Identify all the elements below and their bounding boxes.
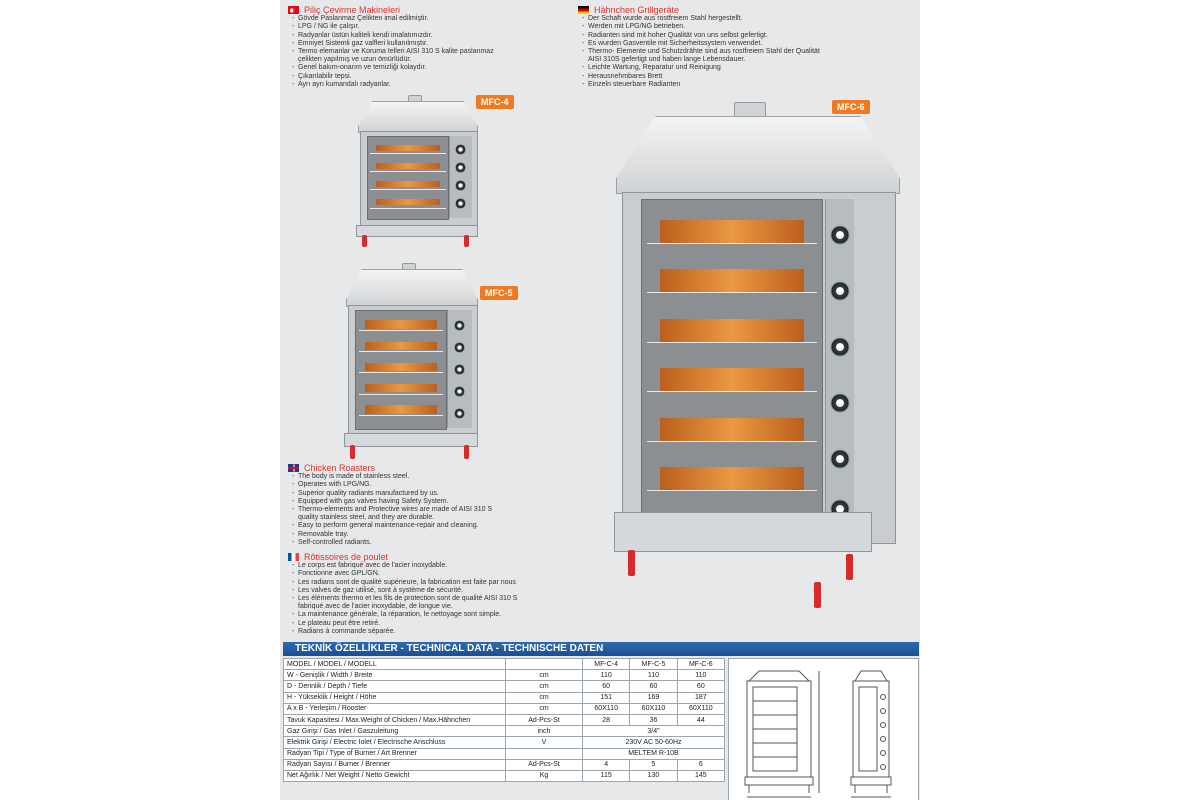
list-item: - Werden mit LPG/NG betrieben. xyxy=(588,23,908,31)
uk-flag-icon xyxy=(288,464,299,472)
table-cell: 44 xyxy=(677,714,724,725)
list-item: - Es wurden Gasventile mit Sicherheitssystem verwendet. xyxy=(588,40,908,48)
knob-icon xyxy=(455,180,466,191)
knob-icon xyxy=(454,364,465,375)
table-row xyxy=(284,770,725,781)
list-item: - Le corps est fabriqué avec de l'acier inoxydable. xyxy=(298,562,608,570)
list-item: - Der Schaft wurde aus rostfreiem Stahl hergestellt. xyxy=(588,15,908,23)
table-cell: MODEL / MODEL / MODELL xyxy=(284,659,506,670)
model-badge-mfc4: MFC-4 xyxy=(476,95,514,109)
table-row xyxy=(284,692,725,703)
german-flag-icon xyxy=(578,6,589,14)
table-cell: 3/4" xyxy=(583,726,725,737)
list-item: - Easy to perform general maintenance-repair and cleaning. xyxy=(298,522,588,530)
wheel-icon xyxy=(846,554,853,580)
list-item: - Emniyet Sistemli gaz valfleri kullanılmıştır. xyxy=(298,40,528,48)
cabinet xyxy=(348,305,478,437)
french-title: Rôtissoires de poulet xyxy=(304,552,389,562)
table-cell: 60 xyxy=(583,681,630,692)
table-cell: W - Genişlik / Width / Breite xyxy=(284,670,506,681)
knob-icon xyxy=(830,393,850,413)
table-row xyxy=(284,737,725,748)
table-cell: 169 xyxy=(630,692,677,703)
catalog-page xyxy=(280,0,920,800)
list-item: - The body is made of stainless steel. xyxy=(298,473,588,481)
list-item: - Thermo- Elemente und Schutzdrähte sind aus rostfreiem Stahl der Qualität AISI 310S gefertigt und haben lange Lebensdauer. xyxy=(588,48,908,64)
list-item: - Thermo-elements and Protective wires are made of AISI 310 S quality stainless steel, and they are durable. xyxy=(298,506,588,522)
french-feature-list xyxy=(288,562,608,636)
table-cell: Gaz Girişi / Gas Inlet / Gaszuleitung xyxy=(284,726,506,737)
table-cell: Radyan Tipi / Type of Burner / Art Brenner xyxy=(284,748,506,759)
knob-icon xyxy=(454,320,465,331)
list-item: - Herausnehmbares Brett xyxy=(588,73,908,81)
list-item: - Le plateau peut être retiré. xyxy=(298,620,608,628)
list-item: - Gövde Paslanmaz Çelikten imal edilmiştir. xyxy=(298,15,528,23)
drip-tray xyxy=(344,433,478,447)
table-cell: 60 xyxy=(677,681,724,692)
list-item: - Leichte Wartung, Reparatur und Reinigung xyxy=(588,64,908,72)
drip-tray xyxy=(356,225,478,237)
german-spec-block xyxy=(578,6,908,89)
knob-icon xyxy=(454,386,465,397)
wheel-icon xyxy=(464,235,469,247)
table-cell: Radyan Sayısı / Burner / Brenner xyxy=(284,759,506,770)
table-cell: 110 xyxy=(583,670,630,681)
list-item: - Fonctionne avec GPL/GN. xyxy=(298,570,608,578)
german-feature-list xyxy=(578,15,908,89)
table-cell: 187 xyxy=(677,692,724,703)
cabinet xyxy=(622,192,896,544)
wheel-icon xyxy=(464,445,469,459)
knob-icon xyxy=(830,281,850,301)
table-row xyxy=(284,748,725,759)
table-row xyxy=(284,670,725,681)
hood xyxy=(358,101,478,133)
knob-icon xyxy=(455,144,466,155)
table-cell: 6 xyxy=(677,759,724,770)
knob-icon xyxy=(830,449,850,469)
control-panel xyxy=(825,199,854,529)
french-spec-block xyxy=(288,553,608,636)
list-item: - Superior quality radiants manufactured by us. xyxy=(298,490,588,498)
machine-image-mfc6 xyxy=(614,102,904,612)
control-panel xyxy=(447,310,472,428)
glass-door xyxy=(367,136,449,220)
list-item: - Einzeln steuerbare Radianten xyxy=(588,81,908,89)
wheel-icon xyxy=(362,235,367,247)
table-cell: 60 xyxy=(630,681,677,692)
turkish-title: Piliç Çevirme Makineleri xyxy=(304,5,401,15)
table-cell: Ad-Pcs-St xyxy=(506,714,583,725)
turkish-feature-list xyxy=(288,15,528,89)
table-cell: cm xyxy=(506,703,583,714)
table-cell: 28 xyxy=(583,714,630,725)
table-cell: Tavuk Kapasitesi / Max.Weight of Chicken / Max.Hähnchen xyxy=(284,714,506,725)
list-item: - Self-controlled radiants. xyxy=(298,539,588,547)
table-cell: Elektrik Girişi / Electric Iolet / Electrische Anschluss xyxy=(284,737,506,748)
table-cell: 4 xyxy=(583,759,630,770)
chimney xyxy=(734,102,766,118)
wheel-icon xyxy=(628,550,635,576)
table-cell: H - Yükseklik / Height / Höhe xyxy=(284,692,506,703)
table-cell: 145 xyxy=(677,770,724,781)
table-row xyxy=(284,681,725,692)
table-cell: 130 xyxy=(630,770,677,781)
table-cell: Net Ağırlık / Net Weight / Netto Gewicht xyxy=(284,770,506,781)
list-item: - Les radians sont de qualité supérieure, la fabrication est faite par nous xyxy=(298,579,608,587)
table-cell: MELTEM R-10B xyxy=(583,748,725,759)
table-cell: V xyxy=(506,737,583,748)
table-cell: cm xyxy=(506,670,583,681)
knob-icon xyxy=(455,198,466,209)
knob-icon xyxy=(454,342,465,353)
table-row xyxy=(284,759,725,770)
list-item: - Equipped with gas valves having Safety System. xyxy=(298,498,588,506)
machine-image-mfc4 xyxy=(356,95,480,255)
technical-data-table xyxy=(283,658,725,782)
cabinet xyxy=(360,131,478,229)
table-cell: A x B - Yerleşim / Rooster xyxy=(284,703,506,714)
table-cell: Ad-Pcs-St xyxy=(506,759,583,770)
english-title: Chicken Roasters xyxy=(304,463,376,473)
french-flag-icon xyxy=(288,553,299,561)
german-title: Hähnchen Grillgeräte xyxy=(594,5,680,15)
list-item: - LPG / NG ile çalışır. xyxy=(298,23,528,31)
table-cell: Kg xyxy=(506,770,583,781)
list-item: - Les éléments thermo et les fils de protection sont de qualité AISI 310 S fabriqué avec de l'acier inoxydable, de longue vie. xyxy=(298,595,608,611)
table-cell: MF-C-6 xyxy=(677,659,724,670)
table-cell: MF-C-4 xyxy=(583,659,630,670)
list-item: - Operates with LPG/NG. xyxy=(298,481,588,489)
english-spec-block xyxy=(288,464,588,547)
wheel-icon xyxy=(350,445,355,459)
drip-tray xyxy=(614,512,872,552)
table-cell: 36 xyxy=(630,714,677,725)
knob-icon xyxy=(454,408,465,419)
hood xyxy=(616,116,900,194)
table-cell: 115 xyxy=(583,770,630,781)
table-cell: 60X110 xyxy=(583,703,630,714)
table-cell: 5 xyxy=(630,759,677,770)
table-cell: 60X110 xyxy=(677,703,724,714)
list-item: - Radians à commande séparée. xyxy=(298,628,608,636)
table-cell: cm xyxy=(506,681,583,692)
list-item: - Les valves de gaz utilisé, sont à système de sécurité. xyxy=(298,587,608,595)
knob-icon xyxy=(455,162,466,173)
technical-data-section xyxy=(280,640,920,800)
glass-door xyxy=(641,199,823,531)
wheel-icon xyxy=(814,582,821,608)
english-feature-list xyxy=(288,473,588,547)
table-header-row xyxy=(284,659,725,670)
knob-icon xyxy=(830,225,850,245)
list-item: - Radianten sind mit hoher Qualität von uns selbst gefertigt. xyxy=(588,32,908,40)
table-cell xyxy=(506,748,583,759)
model-badge-mfc6: MFC-6 xyxy=(832,100,870,114)
list-item: - La maintenance générale, la réparation, le nettoyage sont simple. xyxy=(298,611,608,619)
turkish-spec-block xyxy=(288,6,528,89)
machine-image-mfc5 xyxy=(344,263,480,473)
list-item: - Removable tray. xyxy=(298,531,588,539)
list-item: - Ayrı ayrı kumandalı radyanlar. xyxy=(298,81,528,89)
list-item: - Çıkarılabilir tepsi. xyxy=(298,73,528,81)
table-row xyxy=(284,703,725,714)
dimension-drawing-icon xyxy=(729,659,918,800)
table-cell: 60X110 xyxy=(630,703,677,714)
table-cell xyxy=(506,659,583,670)
model-badge-mfc5: MFC-5 xyxy=(480,286,518,300)
glass-door xyxy=(355,310,447,430)
technical-drawing xyxy=(728,658,919,800)
table-cell: 151 xyxy=(583,692,630,703)
list-item: - Termo elemanlar ve Koruma telleri AISI 310 S kalite paslanmaz çelikten yapılmış ve uzun ömürlüdür. xyxy=(298,48,528,64)
table-cell: cm xyxy=(506,692,583,703)
table-row xyxy=(284,714,725,725)
table-cell: 110 xyxy=(677,670,724,681)
list-item: - Genel bakım-onarım ve temizliği kolaydır. xyxy=(298,64,528,72)
list-item: - Radyanlar üstün kaliteli kendi imalatımızdır. xyxy=(298,32,528,40)
table-cell: 110 xyxy=(630,670,677,681)
table-cell: MF-C-5 xyxy=(630,659,677,670)
knob-icon xyxy=(830,337,850,357)
hood xyxy=(346,269,478,307)
table-cell: 230V AC 50-60Hz xyxy=(583,737,725,748)
technical-data-title: TEKNİK ÖZELLİKLER - TECHNICAL DATA - TECHNISCHE DATEN xyxy=(283,642,919,656)
control-panel xyxy=(449,136,472,218)
table-cell: inch xyxy=(506,726,583,737)
turkish-flag-icon xyxy=(288,6,299,14)
table-row xyxy=(284,726,725,737)
table-cell: D - Derinlik / Depth / Tiefe xyxy=(284,681,506,692)
